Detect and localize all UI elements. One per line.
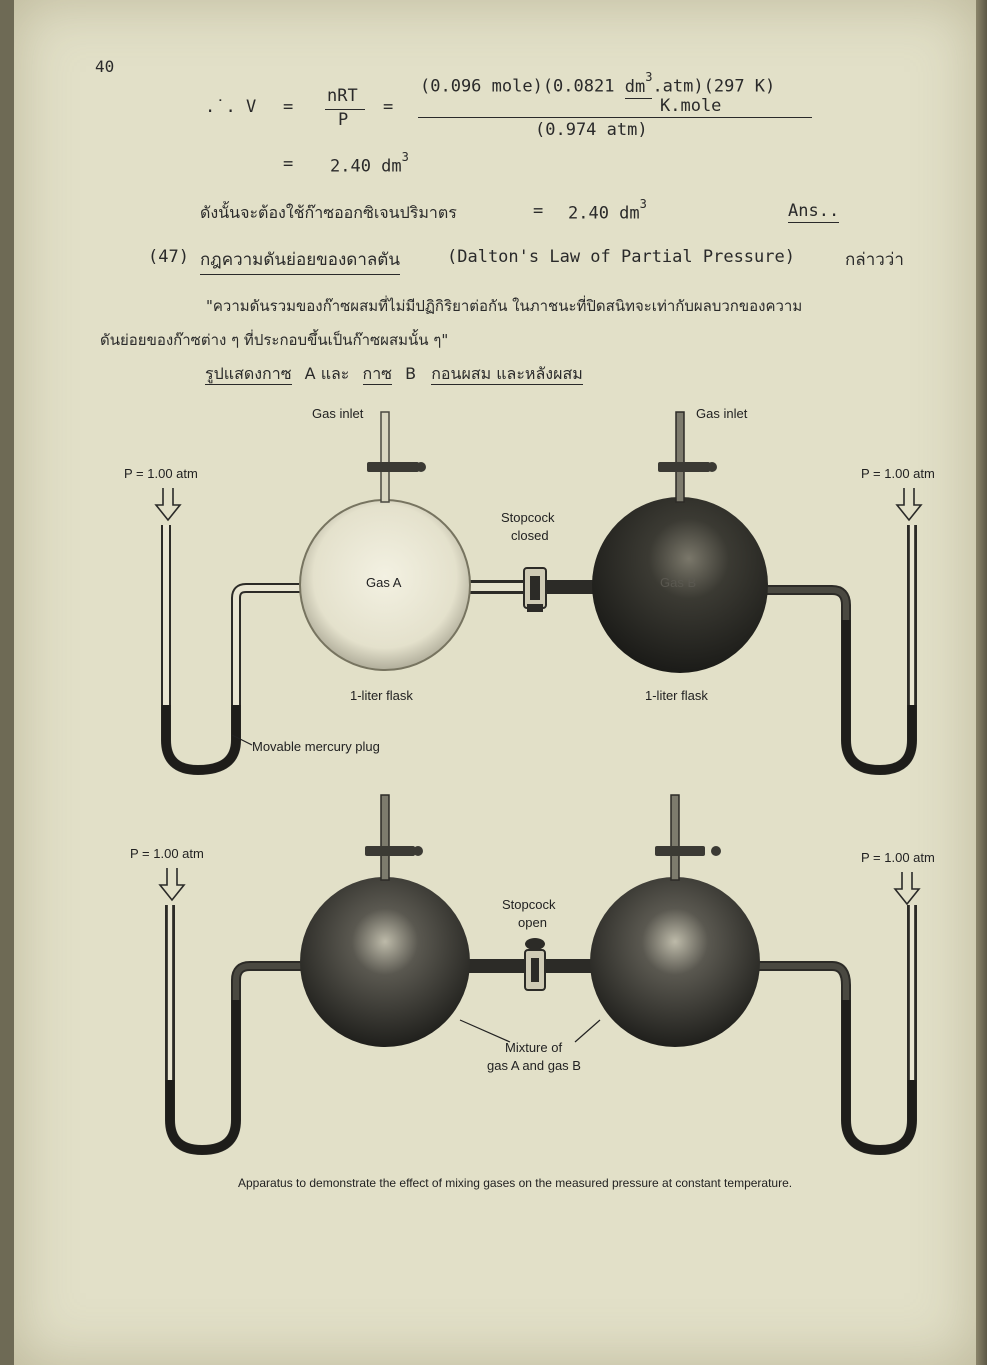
pressure-arrow-left-bottom (160, 868, 184, 900)
fraction-denominator: P (338, 110, 349, 130)
law-statement-line1: "ความดันรวมของก๊าซผสมที่ไม่มีปฏิกิริยาต่อกัน ในภาชนะที่ปิดสนิทจะเท่ากับผลบวกของความ (206, 297, 803, 315)
label-mixture-2: gas A and gas B (487, 1058, 581, 1073)
label-pressure-bottom-left: P = 1.00 atm (130, 846, 204, 861)
caption-part-b: B (405, 364, 417, 383)
caption-part-gas2: กาซ (362, 364, 393, 383)
gas-inlet-tube-right-bottom (671, 795, 679, 880)
law-title-english: (Dalton's Law of Partial Pressure) (447, 247, 795, 267)
numerator-sub-unit: K.mole (660, 96, 722, 116)
fraction-numerator: nRT (327, 86, 358, 106)
label-flask-right: 1-liter flask (645, 688, 708, 703)
answer-value-text: 2.40 dm (568, 203, 640, 224)
mixture-leader-right (575, 1020, 600, 1042)
flask-mixture-right (590, 877, 760, 1047)
gas-inlet-tube-right (676, 412, 684, 502)
manometer-right-bottom (758, 905, 912, 1150)
result-exponent: 3 (401, 150, 409, 164)
caption-part-before-after: กอนผสม และหลังผสม (431, 364, 583, 383)
equals-sign: = (283, 97, 294, 117)
equals-sign: = (383, 97, 394, 117)
stopcock-open (525, 938, 545, 990)
pressure-arrow-right-bottom (895, 872, 919, 904)
inlet-valve-right-bottom (655, 846, 721, 856)
numerator-part1: (0.096 mole)(0.0821 (420, 76, 615, 97)
answer-equals: = (533, 201, 544, 221)
result-text: 2.40 dm (330, 156, 402, 177)
label-stopcock-closed-2: closed (511, 528, 549, 543)
inlet-valve-left-bottom (365, 846, 423, 856)
gas-inlet-tube-left-bottom (381, 795, 389, 880)
therefore-v: .˙. V (205, 97, 257, 117)
law-title-thai: กฎความดันย่อยของดาลตัน (200, 246, 400, 275)
dm-text: dm (624, 76, 646, 97)
inlet-valve-right (658, 462, 717, 472)
label-mercury-plug: Movable mercury plug (252, 739, 380, 754)
page-number: 40 (95, 57, 115, 76)
manometer-left-bottom (170, 905, 310, 1150)
label-pressure-top-left: P = 1.00 atm (124, 466, 198, 481)
label-gas-inlet-right: Gas inlet (696, 406, 748, 421)
mixture-leader-left (460, 1020, 510, 1042)
label-flask-left: 1-liter flask (350, 688, 413, 703)
label-pressure-top-right: P = 1.00 atm (861, 466, 935, 481)
stopcock-closed (524, 568, 546, 612)
label-stopcock-closed-1: Stopcock (501, 510, 555, 525)
caption-part-gas: รูปแสดงกาซ (205, 364, 292, 383)
label-stopcock-open-1: Stopcock (502, 897, 556, 912)
equals-sign: = (283, 154, 294, 174)
label-mixture-1: Mixture of (505, 1040, 563, 1055)
answer-label: Ans.. (788, 201, 840, 221)
label-gas-b: Gas B (660, 575, 697, 590)
dm-exponent: 3 (645, 70, 653, 84)
label-gas-a: Gas A (366, 575, 402, 590)
answer-thai-text: ดังนั้นจะต้องใช้ก๊าซออกซิเจนปริมาตร (200, 203, 457, 222)
manometer-left-top (166, 525, 302, 770)
label-stopcock-open-2: open (518, 915, 547, 930)
inlet-valve-left (367, 462, 426, 472)
caption-part-a: A และ (304, 364, 350, 383)
law-number: (47) (148, 247, 189, 267)
manometer-right-top (760, 525, 912, 770)
label-pressure-bottom-right: P = 1.00 atm (861, 850, 935, 865)
gas-inlet-tube-left (381, 412, 389, 502)
pressure-arrow-left-top (156, 488, 180, 520)
numerator-part2: .atm)(297 K) (652, 76, 776, 97)
denominator-expression: (0.974 atm) (535, 120, 648, 140)
law-title-suffix: กล่าวว่า (845, 250, 904, 270)
answer-exponent: 3 (639, 197, 647, 211)
pressure-arrow-right-top (897, 488, 921, 520)
flask-mixture-left (300, 877, 470, 1047)
figure-caption-english: Apparatus to demonstrate the effect of mixing gases on the measured pressure at constant temperature. (238, 1176, 793, 1190)
law-statement-line2: ดันย่อยของก๊าซต่าง ๆ ที่ประกอบขึ้นเป็นก๊าซผสมนั้น ๆ" (100, 331, 449, 349)
label-gas-inlet-left: Gas inlet (312, 406, 364, 421)
